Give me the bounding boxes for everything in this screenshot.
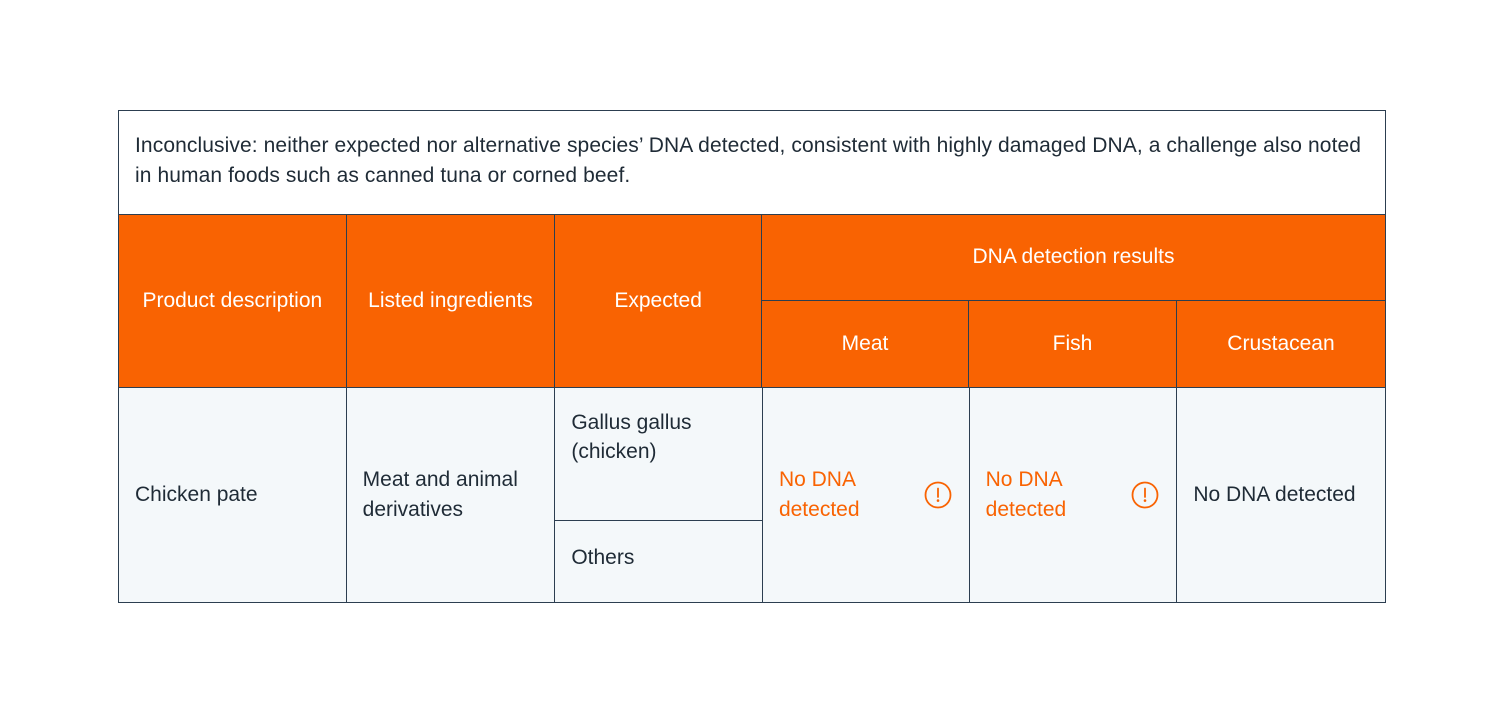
header-fish: Fish xyxy=(969,301,1177,387)
header-dna-detection-results: DNA detection results xyxy=(762,215,1385,301)
result-meat-text: No DNA detected xyxy=(778,468,860,521)
alert-circle-icon xyxy=(923,480,953,510)
result-fish-text: No DNA detected xyxy=(985,468,1067,521)
cell-listed-ingredients: Meat and animal derivatives xyxy=(347,388,556,602)
table-caption-row xyxy=(119,111,1385,215)
cell-expected xyxy=(555,388,763,602)
table-row xyxy=(119,388,1385,602)
cell-expected-primary: Gallus gallus (chicken) xyxy=(555,388,762,521)
alert-circle-icon xyxy=(1130,480,1160,510)
header-meat: Meat xyxy=(762,301,969,387)
header-product-description: Product description xyxy=(119,215,347,387)
header-dna-subcolumns xyxy=(762,301,1385,387)
header-crustacean: Crustacean xyxy=(1227,331,1335,355)
header-expected: Expected xyxy=(555,215,762,387)
cell-result-crustacean xyxy=(1177,388,1385,602)
results-table xyxy=(118,110,1386,603)
cell-result-fish xyxy=(970,388,1178,602)
cell-expected-secondary: Others xyxy=(571,545,635,569)
cell-result-meat xyxy=(763,388,970,602)
table-header xyxy=(119,215,1385,388)
header-listed-ingredients: Listed ingredients xyxy=(347,215,556,387)
cell-product-description: Chicken pate xyxy=(119,388,347,602)
header-dna-detection-group xyxy=(762,215,1385,387)
table-caption-text: Inconclusive: neither expected nor alternative species’ DNA detected, consistent with highly damaged DNA, a challenge also noted in human foods such as canned tuna or corned beef. xyxy=(135,134,1362,188)
result-crustacean-text: No DNA detected xyxy=(1193,483,1356,507)
